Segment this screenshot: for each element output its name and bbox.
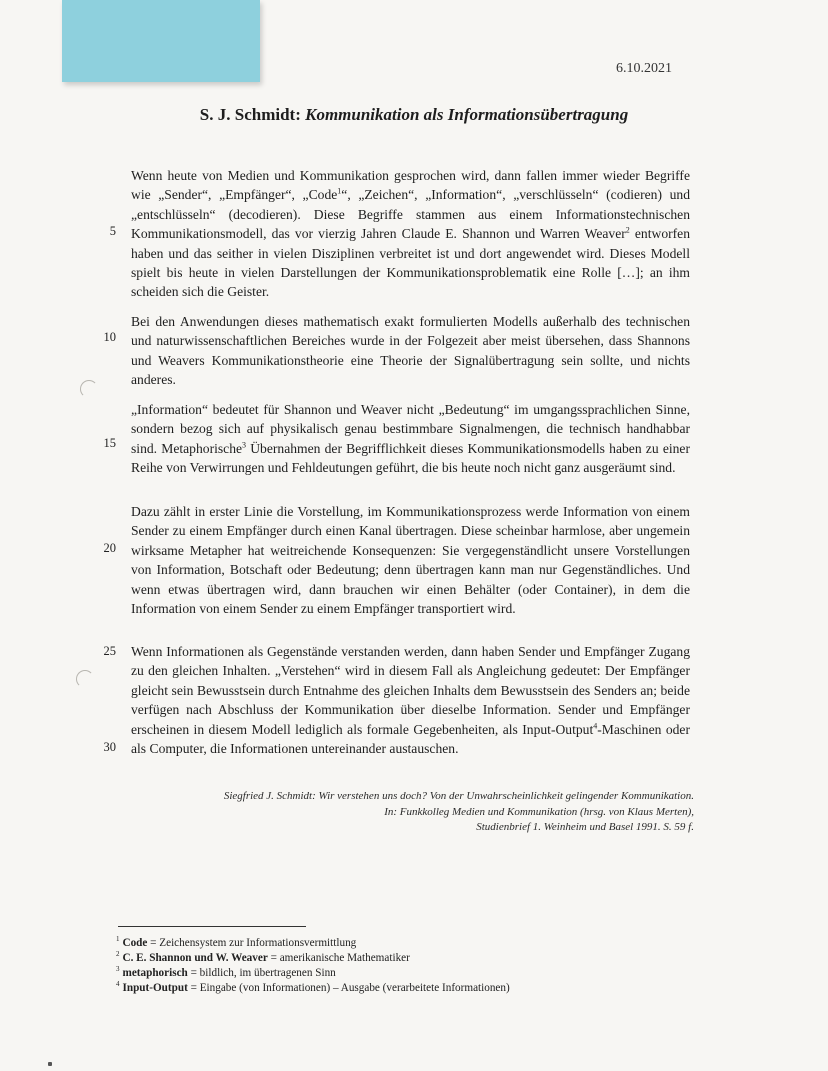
footnote-text: = Zeichensystem zur Informationsvermittlung [150,937,357,949]
document-title [0,105,828,125]
paragraph-2: Bei den Anwendungen dieses mathematisch exakt formulierten Modells außerhalb des technischen und naturwissenschaftlichen Bereiches wurde in der Folgezeit aber meist übersehen, dass Shannons und Weavers Kommunikationstheorie eine Theorie der Signalübertragung sein sollte, und nichts anderes. [131,314,690,388]
footnote-term: metaphorisch [122,967,188,979]
scan-speck [48,1062,52,1066]
paragraph-4: Dazu zählt in erster Linie die Vorstellung, im Kommunikationsprozess werde Information von einem Sender zu einem Empfänger durch einen Kanal übertragen. Diese scheinbar harmlose, aber ungemein wirksame Metapher hat weitreichende Konsequenzen: Sie vergegenständlicht unsere Vorstellungen von Information, Botschaft oder Bedeutung; denn übertragen kann man nur Gegenständliches. Und wenn etwas übertragen wird, dann brauchen wir einen Behälter (oder Container), in dem die Information von einem Sender zu einem Empfänger transportiert wird. [131,504,690,617]
footnote: $^3$ metaphorisch = bildlich, im übertragenen Sinn [116,965,336,979]
footnote: $^4$ Input-Output = Eingabe (von Informationen) – Ausgabe (verarbeitete Informationen) [116,980,510,994]
punch-hole-mark [80,380,98,398]
line-number: 15 [103,436,116,450]
sticky-note [62,0,260,82]
paragraph-1: Wenn heute von Medien und Kommunikation gesprochen wird, dann fallen immer wieder Begriffe wie „Sender“, „Empfänger“, „Code$^1$“, „Zeichen“, „Information“, „verschlüsseln“ (codieren) und „entschlüsseln“ (decodieren). Diese Begriffe stammen aus einem Informationstechnischen Kommunikationsmodell, das vor vierzig Jahren Claude E. Shannon und Warren Weaver$^2$ entworfen haben und das seither in vielen Disziplinen verbreitet ist und dort angewendet wird. Dieses Modell spielt bis heute in vielen Darstellungen der Kommunikationsproblematik eine Rolle […]; an ihm scheiden sich die Geister. [131,168,690,300]
footnote-term: Input-Output [122,982,188,994]
footnote-text: = Eingabe (von Informationen) – Ausgabe (verarbeitete Informationen) [190,982,510,994]
source-citation [134,789,694,836]
line-number: 10 [103,330,116,344]
document-date: 6.10.2021 [616,61,672,76]
footnote-term: Code [122,937,148,949]
line-number: 5 [109,224,116,238]
line-number: 25 [103,644,116,658]
citation-line: In: Funkkolleg Medien und Kommunikation (hrsg. von Klaus Merten), [384,805,694,818]
footnote: $^2$ C. E. Shannon und W. Weaver = amerikanische Mathematiker [116,950,410,964]
footnotes [116,936,676,996]
title-work: Kommunikation als Informationsübertragung [305,105,629,124]
paragraph-3: „Information“ bedeutet für Shannon und Weaver nicht „Bedeutung“ im umgangssprachlichen Sinne, sondern bezog sich auf physikalisch genau bestimmbare Signalmengen, die technisch handhabbar sind. Metaphorische$^3$ Übernahmen der Begrifflichkeit dieses Kommunikationsmodells haben zu einer Reihe von Verwirrungen und Fehldeutungen geführt, die bis heute noch nicht ganz ausgeräumt sind. [131,402,690,476]
citation-line: Siegfried J. Schmidt: Wir verstehen uns doch? Von der Unwahrscheinlichkeit gelingender Kommunikation. [223,790,694,802]
paragraph-5: Wenn Informationen als Gegenstände verstanden werden, dann haben Sender und Empfänger Zugang zu den gleichen Inhalten. „Verstehen“ wird in diesem Fall als Angleichung gedeutet: Der Empfänger gleicht sein Bewusstsein durch Entnahme des gleichen Inhalts dem Bewusstsein des Senders an; beide verfügen nach Abschluss der Kommunikation über dieselbe Information. Sender und Empfänger erscheinen in diesem Modell lediglich als formale Gegebenheiten, als Input-Output$^4$-Maschinen oder als Computer, die Informationen untereinander austauschen. [131,644,690,757]
footnote-text: = bildlich, im übertragenen Sinn [190,967,336,979]
title-author: S. J. Schmidt: [199,105,301,124]
footnote-text: = amerikanische Mathematiker [270,952,410,964]
footnote: $^1$ Code = Zeichensystem zur Informationsvermittlung [116,935,357,949]
line-number: 20 [103,541,116,555]
footnote-divider [118,926,306,927]
footnote-term: C. E. Shannon und W. Weaver [122,952,268,964]
line-number: 30 [103,740,116,754]
citation-line: Studienbrief 1. Weinheim und Basel 1991. S. 59 f. [476,821,694,834]
punch-hole-mark [76,670,94,688]
